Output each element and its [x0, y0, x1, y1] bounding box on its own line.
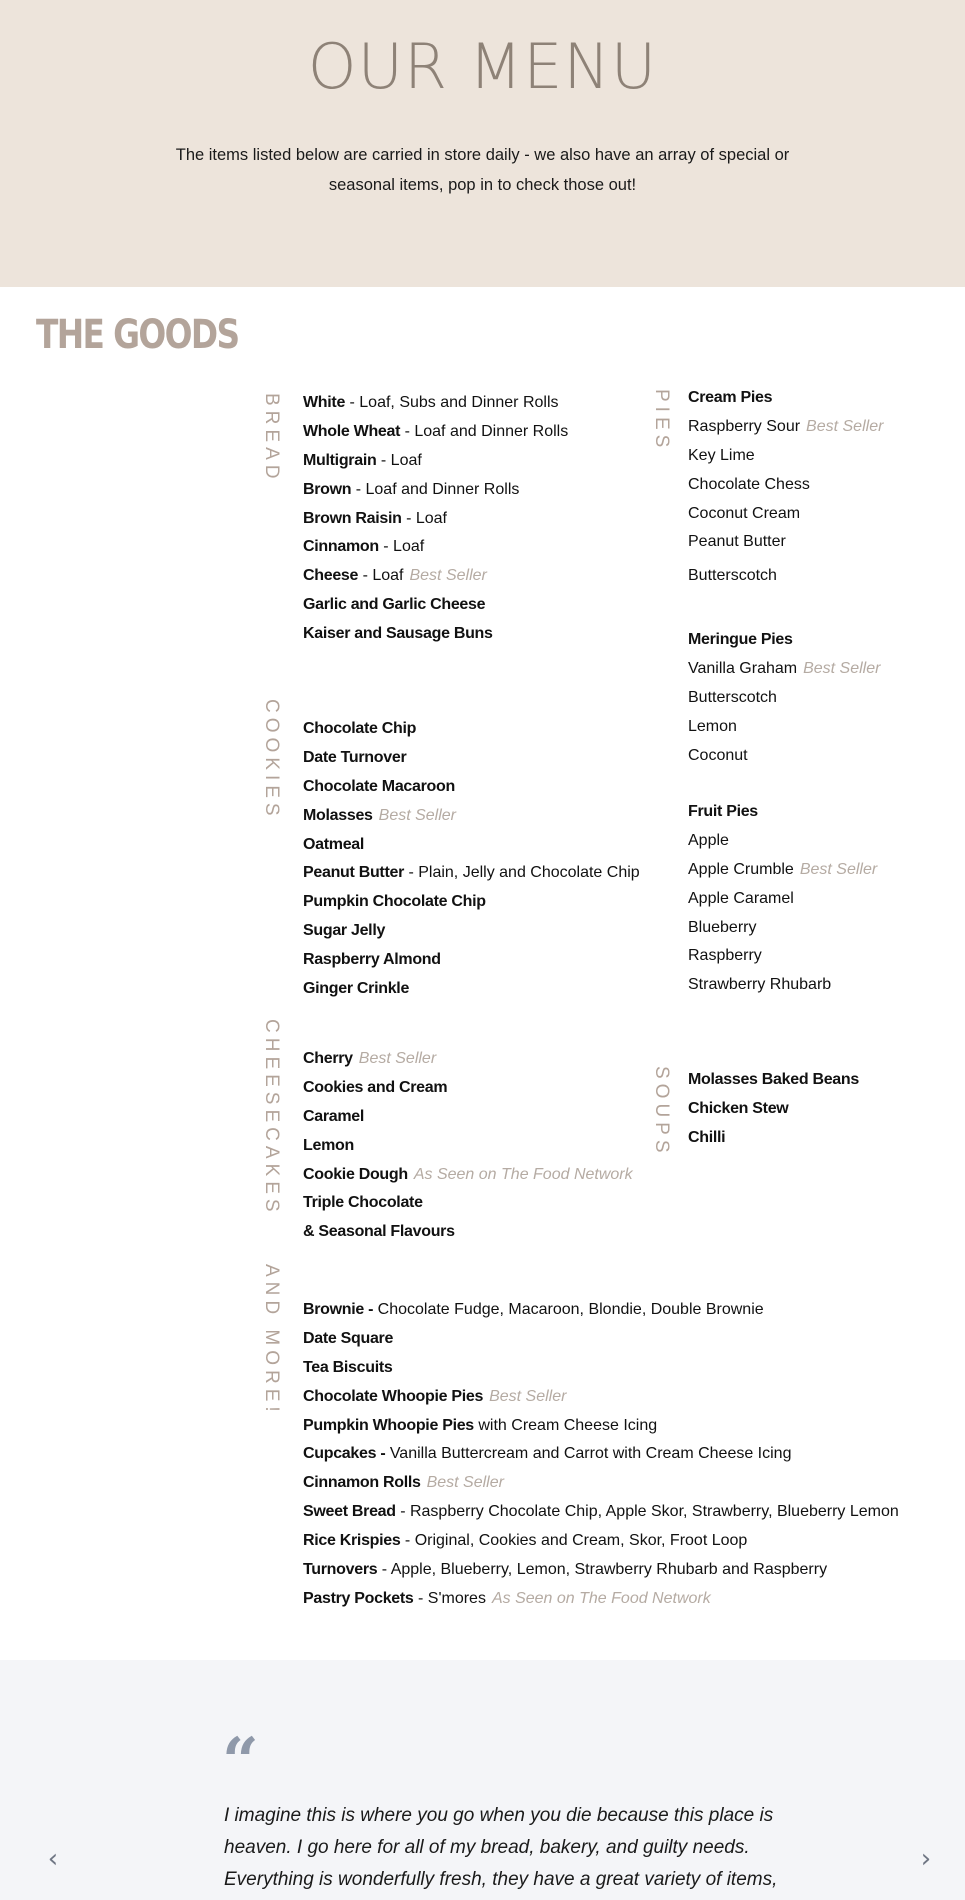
- cookies-list: [303, 718, 640, 1007]
- item-name: Caramel: [303, 1107, 365, 1125]
- item-name: Butterscotch: [688, 567, 777, 585]
- item-name: Lemon: [303, 1136, 354, 1154]
- item-name: Cookie Dough: [303, 1165, 408, 1183]
- carousel-next-button[interactable]: ›: [920, 1844, 932, 1874]
- item-name: Brownie -: [303, 1301, 374, 1318]
- best-seller-tag: Best Seller: [409, 567, 487, 585]
- subcategory-heading: Fruit Pies: [688, 803, 758, 820]
- list-item: [688, 917, 877, 946]
- item-name: Lemon: [688, 717, 737, 735]
- food-network-tag: As Seen on The Food Network: [413, 1165, 633, 1183]
- item-description: - S'mores: [413, 1589, 486, 1607]
- category-label-bread: BREAD: [261, 393, 282, 484]
- item-name: Oatmeal: [303, 835, 365, 853]
- list-item: [303, 450, 568, 479]
- item-name: Cupcakes -: [303, 1445, 386, 1463]
- list-item: [303, 536, 568, 565]
- category-label-cheesecakes: CHEESECAKES: [261, 1019, 282, 1217]
- best-seller-tag: Best Seller: [489, 1387, 567, 1405]
- item-description: - Loaf and Dinner Rolls: [400, 422, 569, 440]
- item-name: White: [303, 394, 346, 411]
- list-heading: [688, 629, 880, 658]
- list-item: [303, 1048, 633, 1077]
- list-item: [688, 531, 883, 560]
- list-item: [303, 1135, 633, 1164]
- item-name: Molasses Baked Beans: [688, 1071, 859, 1088]
- best-seller-tag: Best Seller: [799, 860, 878, 878]
- list-item: [303, 805, 640, 834]
- item-description: - Plain, Jelly and Chocolate Chip: [404, 864, 640, 882]
- list-item: [303, 421, 568, 450]
- best-seller-tag: Best Seller: [358, 1050, 437, 1067]
- item-name: Garlic and Garlic Cheese: [303, 596, 486, 614]
- list-item: [303, 1443, 899, 1472]
- item-description: - Loaf: [358, 567, 404, 585]
- list-item: [303, 834, 640, 863]
- list-item: [303, 1299, 899, 1328]
- item-name: Raspberry Sour: [688, 417, 801, 435]
- list-item: [303, 1221, 633, 1250]
- item-name: Rice Krispies: [303, 1532, 401, 1550]
- soups-list: [688, 1069, 859, 1156]
- best-seller-tag: Best Seller: [378, 806, 457, 824]
- item-name: Brown Raisin: [303, 509, 402, 527]
- item-name: Chocolate Chip: [303, 720, 417, 737]
- item-description: - Loaf and Dinner Rolls: [351, 480, 520, 498]
- list-item: [688, 658, 880, 687]
- list-item: [303, 392, 568, 421]
- list-item: [688, 503, 883, 532]
- hero-banner: [0, 0, 965, 287]
- list-item: [688, 445, 883, 474]
- page-title: OUR MENU: [307, 30, 658, 103]
- list-item: [688, 945, 877, 974]
- category-label-soups: SOUPS: [651, 1066, 672, 1158]
- quote-icon: “: [222, 1724, 259, 1799]
- more-list: [303, 1299, 899, 1617]
- item-name: Butterscotch: [688, 688, 777, 706]
- subcategory-heading: Meringue Pies: [688, 631, 793, 648]
- item-name: Cookies and Cream: [303, 1078, 448, 1096]
- list-item: [303, 949, 640, 978]
- item-name: Ginger Crinkle: [303, 980, 410, 998]
- list-item: [688, 859, 877, 888]
- list-item: [688, 565, 883, 594]
- item-name: Pumpkin Chocolate Chip: [303, 893, 486, 911]
- list-item: [303, 1501, 899, 1530]
- list-item: [303, 623, 568, 652]
- item-name: Pastry Pockets: [303, 1589, 414, 1607]
- list-item: [688, 687, 880, 716]
- list-heading: [688, 801, 877, 830]
- item-name: Raspberry: [688, 947, 762, 965]
- list-item: [688, 1069, 859, 1098]
- list-item: [688, 1127, 859, 1156]
- item-name: Apple Caramel: [688, 889, 794, 907]
- item-name: Chocolate Whoopie Pies: [303, 1387, 484, 1405]
- item-description: with Cream Cheese Icing: [473, 1416, 658, 1434]
- list-heading: [688, 387, 883, 416]
- list-item: [303, 479, 568, 508]
- list-item: [303, 1077, 633, 1106]
- list-item: [303, 1357, 899, 1386]
- category-label-and-more: AND MORE!: [261, 1264, 282, 1417]
- item-name: Pumpkin Whoopie Pies: [303, 1416, 474, 1434]
- list-item: [303, 747, 640, 776]
- item-name: Sweet Bread: [303, 1503, 396, 1521]
- list-item: [688, 888, 877, 917]
- best-seller-tag: Best Seller: [806, 417, 884, 435]
- item-name: Apple Crumble: [688, 860, 794, 878]
- item-description: - Original, Cookies and Cream, Skor, Froot Loop: [400, 1532, 748, 1550]
- item-name: Triple Chocolate: [303, 1194, 423, 1212]
- item-name: Whole Wheat: [303, 422, 401, 440]
- item-name: & Seasonal Flavours: [303, 1223, 455, 1241]
- list-item: [303, 920, 640, 949]
- item-name: Cinnamon Rolls: [303, 1474, 421, 1492]
- list-item: [303, 1164, 633, 1193]
- item-name: Chicken Stew: [688, 1099, 789, 1117]
- item-name: Key Lime: [688, 446, 755, 464]
- list-item: [303, 776, 640, 805]
- list-item: [303, 1588, 899, 1617]
- item-name: Strawberry Rhubarb: [688, 976, 832, 994]
- subcategory-heading: Cream Pies: [688, 389, 773, 406]
- list-item: [303, 1472, 899, 1501]
- list-item: [688, 745, 880, 774]
- best-seller-tag: Best Seller: [426, 1474, 504, 1492]
- item-name: Vanilla Graham: [688, 659, 798, 677]
- item-name: Cherry: [303, 1050, 353, 1067]
- list-item: [688, 416, 883, 445]
- best-seller-tag: Best Seller: [803, 659, 881, 677]
- item-description: - Apple, Blueberry, Lemon, Strawberry Rhubarb and Raspberry: [377, 1561, 828, 1579]
- list-item: [303, 1192, 633, 1221]
- section-title: THE GOODS: [36, 312, 239, 358]
- cheesecakes-list: [303, 1048, 633, 1250]
- list-item: [688, 716, 880, 745]
- list-item: [303, 862, 640, 891]
- item-description: Chocolate Fudge, Macaroon, Blondie, Double Brownie: [373, 1301, 764, 1318]
- meringue-pies-list: [688, 629, 880, 773]
- item-description: - Loaf, Subs and Dinner Rolls: [345, 394, 559, 411]
- food-network-tag: As Seen on The Food Network: [491, 1589, 711, 1607]
- list-item: [688, 1098, 859, 1127]
- item-description: - Loaf: [376, 451, 422, 469]
- list-item: [688, 830, 877, 859]
- item-name: Date Turnover: [303, 748, 407, 766]
- list-item: [303, 565, 568, 594]
- carousel-prev-button[interactable]: ‹: [47, 1844, 59, 1874]
- item-name: Apple: [688, 831, 729, 849]
- list-item: [303, 891, 640, 920]
- list-item: [303, 1415, 899, 1444]
- item-name: Cheese: [303, 567, 359, 585]
- item-name: Molasses: [303, 806, 373, 824]
- item-description: - Loaf: [401, 509, 447, 527]
- item-name: Coconut: [688, 746, 748, 764]
- item-description: - Raspberry Chocolate Chip, Apple Skor, Strawberry, Blueberry Lemon: [395, 1503, 899, 1521]
- item-name: Peanut Butter: [688, 533, 786, 551]
- hero-subtitle: The items listed below are carried in store daily - we also have an array of special or seasonal items, pop in to check those out!: [175, 146, 790, 194]
- item-name: Chilli: [688, 1128, 726, 1146]
- category-label-cookies: COOKIES: [261, 699, 282, 821]
- item-name: Turnovers: [303, 1561, 378, 1579]
- testimonial-text: I imagine this is where you go when you die because this place is heaven. I go here for all of my bread, bakery, and guilty needs. Everything is wonderfully fresh, they have a great variety of items,: [224, 1805, 778, 1890]
- item-name: Kaiser and Sausage Buns: [303, 625, 493, 643]
- item-description: Vanilla Buttercream and Carrot with Cream Cheese Icing: [385, 1445, 792, 1463]
- category-label-pies: PIES: [651, 389, 672, 453]
- fruit-pies-list: [688, 801, 877, 1003]
- list-item: [303, 978, 640, 1007]
- cream-pies-list: [688, 387, 883, 594]
- item-name: Blueberry: [688, 918, 757, 936]
- item-name: Chocolate Chess: [688, 475, 810, 493]
- list-item: [303, 1386, 899, 1415]
- list-item: [303, 1106, 633, 1135]
- bread-list: [303, 392, 568, 652]
- item-name: Brown: [303, 480, 352, 498]
- item-name: Multigrain: [303, 451, 377, 469]
- item-name: Chocolate Macaroon: [303, 777, 455, 795]
- list-item: [303, 1328, 899, 1357]
- list-item: [303, 1530, 899, 1559]
- list-item: [303, 594, 568, 623]
- list-item: [688, 974, 877, 1003]
- list-item: [303, 718, 640, 747]
- item-name: Tea Biscuits: [303, 1358, 393, 1376]
- item-name: Cinnamon: [303, 538, 379, 556]
- list-item: [688, 474, 883, 503]
- item-name: Sugar Jelly: [303, 922, 386, 940]
- item-name: Raspberry Almond: [303, 951, 441, 969]
- item-name: Peanut Butter: [303, 864, 404, 882]
- item-name: Coconut Cream: [688, 504, 801, 522]
- list-item: [303, 1559, 899, 1588]
- list-item: [303, 508, 568, 537]
- item-name: Date Square: [303, 1329, 394, 1347]
- item-description: - Loaf: [378, 538, 425, 556]
